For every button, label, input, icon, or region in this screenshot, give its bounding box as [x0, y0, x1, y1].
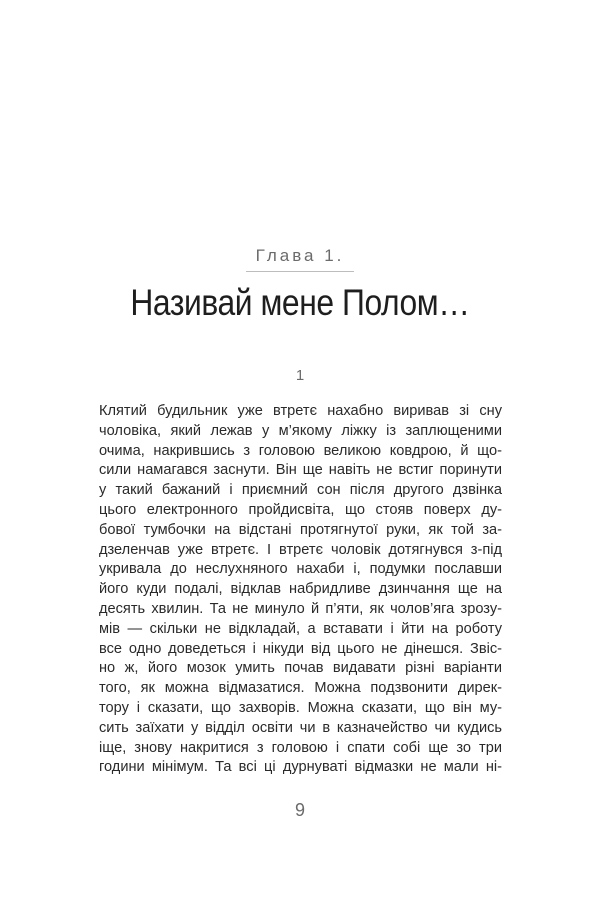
text-line: сить заїхати у відділ освіти чи в казначейство чи кудись	[99, 719, 502, 736]
text-line: десять хвилин. Та не минуло й п’яти, як чолов’яга зрозу-	[99, 600, 502, 617]
section-number: 1	[295, 367, 305, 384]
text-line: години мінімум. Та всі ці дурнуваті відмазки не мали ні-	[99, 759, 502, 776]
text-line: того, як можна відмазатися. Можна подзвонити дирек-	[99, 680, 502, 697]
text-line: но ж, його мозок умить почав видавати різні варіанти	[99, 660, 502, 677]
text-line: сили намагався заснути. Він ще навіть не встиг поринути	[99, 462, 502, 479]
text-line: бової тумбочки на відстані протягнутої руки, як той за-	[99, 521, 502, 538]
text-line: дзеленчав уже втретє. І втретє чоловік дотягнувся з-під	[99, 541, 502, 558]
text-line: іще, знову накритися з головою і спати собі ще зо три	[99, 739, 502, 756]
page-number: 9	[294, 800, 305, 820]
text-line: очима, накрившись з головою великою ковдрою, й що-	[99, 442, 502, 459]
text-line: все одно доведеться і нікуди від цього не дінешся. Звіс-	[99, 640, 502, 657]
body-paragraph	[99, 402, 502, 778]
chapter-label: Глава 1.	[255, 246, 345, 265]
text-line: у такий бажаний і приємний сон після другого дзвінка	[99, 482, 502, 499]
text-line: цього електронного пройдисвіта, що стояв поверх ду-	[99, 501, 502, 518]
chapter-divider	[246, 271, 354, 272]
text-line: його куди подалі, відклав набридливе дзинчання ще на	[99, 581, 502, 598]
chapter-title: Називай мене Полом…	[130, 282, 470, 323]
text-line: Клятий будильник уже втретє нахабно виривав зі сну	[99, 403, 502, 419]
text-line: чоловіка, який лежав у м’якому ліжку із заплющеними	[99, 422, 502, 439]
text-line: тору і сказати, що захворів. Можна сказати, що він му-	[99, 699, 502, 716]
text-line: укривала до неслухняного нахаби і, подумки пославши	[99, 561, 502, 578]
text-line: мів — скільки не відкладай, а вставати і йти на роботу	[99, 620, 502, 637]
